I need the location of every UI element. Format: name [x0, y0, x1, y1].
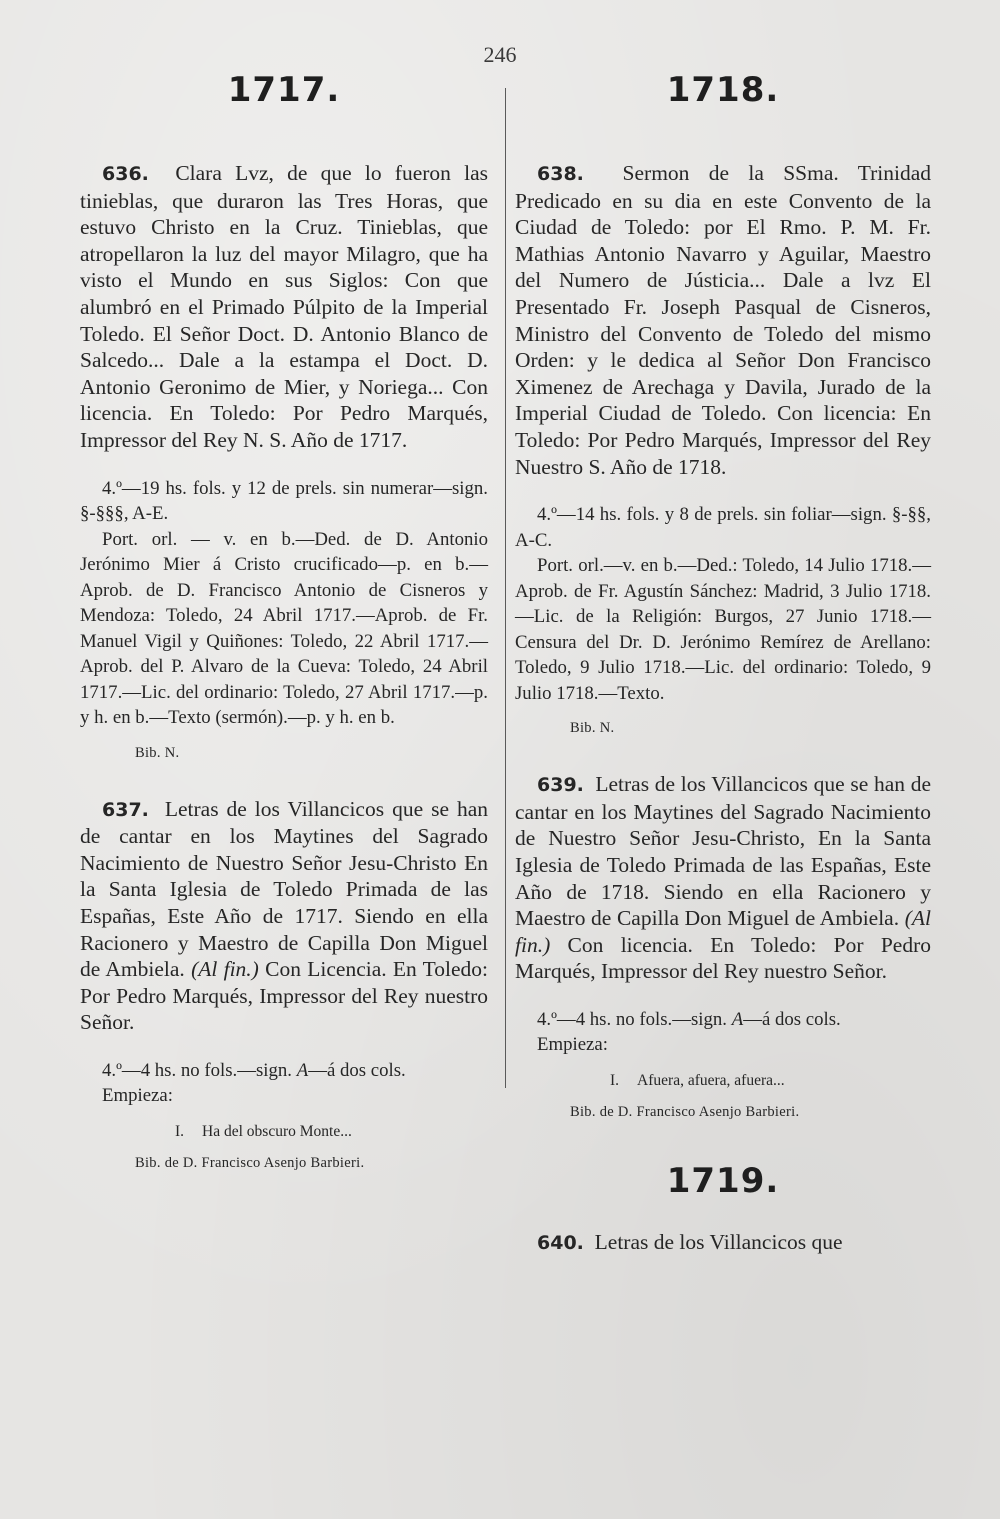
entry-636 — [80, 160, 488, 762]
entry-title-text: Letras de los Villancicos que se han de cantar en los Maytines del Sagrado Nacimiento de Nuestro Señor Jesu-Christo En la Santa Iglesia de Toledo Primada de las Españas, Este Año de 1717. Siendo en ella Racionero y Maestro de Capilla Don Miguel de Ambiela. — [80, 796, 489, 982]
entry-637 — [80, 796, 488, 1172]
year-heading-1717: 1717. — [227, 70, 341, 110]
entry-636-title — [80, 160, 488, 454]
entry-title-italic: (Al fin.) — [515, 906, 931, 957]
entry-636-format: 4.º—19 hs. fols. y 12 de prels. sin numerar—sign. §-§§§, A-E. — [80, 477, 488, 525]
entry-639-format — [515, 1007, 931, 1033]
year-heading-1719: 1719. — [666, 1160, 780, 1201]
entry-639 — [515, 771, 931, 1121]
incipit-numeral: I. — [610, 1071, 620, 1089]
entry-title-text: Letras de los Villancicos que — [594, 1229, 843, 1254]
entry-637-incipit — [80, 1123, 488, 1141]
right-column — [515, 70, 931, 1256]
entry-title-italic: (Al fin.) — [191, 957, 259, 982]
entry-number: 640. — [537, 1231, 584, 1254]
format-italic: A — [296, 1059, 309, 1081]
incipit-numeral: I. — [175, 1122, 185, 1140]
format-text: 4.º—4 hs. no fols.—sign. — [102, 1059, 292, 1081]
entry-title-text: Sermon de la SSma. Trinidad Predicado en su dia en este Convento de la Ciudad de Toledo: por El Rmo. P. M. Fr. Mathias Antonio Navarro y Aguilar, Maestro del Numero de Jústicia... Dale a lvz El Presentado Fr. Joseph Pasqual de Cisneros, Ministro del Convento de Toledo del mismo Orden: y le dedica al Señor Don Francisco Ximenez de Arechaga y Davila, Jurado de la Imperial Ciudad de Toledo. Con licencia: En Toledo: Por Pedro Marqués, Impressor del Rey Nuestro S. Año de 1718. — [515, 161, 931, 479]
format-text: 4.º—4 hs. no fols.—sign. — [537, 1008, 727, 1030]
entry-638-description: Port. orl.—v. en b.—Ded.: Toledo, 14 Julio 1718.—Aprob. de Fr. Agustín Sánchez: Madrid, 3 Julio 1718.—Lic. de la Religión: Burgos, 27 Junio 1718.—Censura del Dr. D. Jerónimo Remírez de Arellano: Toledo, 9 Julio 1718.—Lic. del ordinario: Toledo, 9 Julio 1718.—Texto. — [515, 555, 931, 704]
entry-title-text-end: Con Licencia. En Toledo: Por Pedro Marqués, Impressor del Rey nuestro Señor. — [80, 957, 489, 1035]
entry-637-library: Bib. de D. Francisco Asenjo Barbieri. — [135, 1154, 365, 1171]
incipit-text: Afuera, afuera, afuera... — [637, 1071, 785, 1089]
entry-638-library: Bib. N. — [570, 720, 615, 737]
incipit-text: Ha del obscuro Monte... — [202, 1122, 352, 1140]
entry-number: 638. — [537, 163, 584, 185]
format-text-end: —á dos cols. — [308, 1059, 406, 1081]
entry-639-library: Bib. de D. Francisco Asenjo Barbieri. — [570, 1103, 800, 1120]
entry-639-empieza: Empieza: — [537, 1034, 608, 1056]
entry-639-title — [515, 771, 931, 985]
entry-636-description: Port. orl. — v. en b.—Ded. de D. Antonio Jerónimo Mier á Cristo crucificado—p. en b.—Aprob. de D. Francisco Antonio de Cisneros y Mendoza: Toledo, 24 Abril 1717.—Aprob. de Fr. Manuel Vigil y Quiñones: Toledo, 22 Abril 1717.—Aprob. del P. Alvaro de la Cueva: Toledo, 24 Abril 1717.—Lic. del ordinario: Toledo, 27 Abril 1717.—p. y h. en b.—Texto (sermón).—p. y h. en b. — [80, 528, 488, 729]
entry-number: 636. — [102, 163, 149, 185]
column-divider — [505, 88, 506, 1088]
entry-636-library: Bib. N. — [135, 744, 180, 761]
entry-640 — [515, 1229, 931, 1257]
entry-640-title — [515, 1229, 931, 1257]
entry-637-format — [80, 1058, 488, 1084]
entry-number: 637. — [102, 798, 149, 821]
page-number: 246 — [483, 42, 517, 67]
entry-number: 639. — [537, 774, 584, 797]
entry-637-empieza: Empieza: — [102, 1085, 173, 1107]
entry-639-incipit — [515, 1072, 931, 1090]
entry-title-text-end: Con licencia. En Toledo: Por Pedro Marqués, Impressor del Rey nuestro Señor. — [515, 932, 932, 984]
year-heading-1718: 1718. — [666, 70, 780, 110]
entry-title-text: Clara Lvz, de que lo fueron las tinieblas, que duraron las Tres Horas, que estuvo Christo en la Cruz. Tinieblas, que atropellaron la luz del mayor Milagro, que ha visto el Mundo en sus Siglos: Con que alumbró en el Primado Púlpito de la Imperial Toledo. El Señor Doct. D. Antonio Blanco de Salcedo... Dale a la estampa el Doct. D. Antonio Geronimo de Mier, y Noriega... Con licencia. En Toledo: Por Pedro Marqués, Impressor del Rey N. S. Año de 1717. — [80, 161, 488, 452]
format-text-end: —á dos cols. — [743, 1008, 841, 1030]
entry-637-title — [80, 796, 488, 1036]
entry-638 — [515, 160, 931, 737]
entry-title-text: Letras de los Villancicos que se han de cantar en los Maytines del Sagrado Nacimiento de Nuestro Señor Jesu-Christo, En la Santa Iglesia de Toledo Primada de las Españas, Este Año de 1718. Siendo en ella Racionero y Maestro de Capilla Don Miguel de Ambiela. — [515, 772, 932, 931]
entry-638-title — [515, 160, 931, 480]
entry-638-format: 4.º—14 hs. fols. y 8 de prels. sin foliar—sign. §-§§, A-C. — [515, 504, 931, 551]
left-column — [80, 70, 488, 1172]
format-italic: A — [731, 1008, 744, 1030]
